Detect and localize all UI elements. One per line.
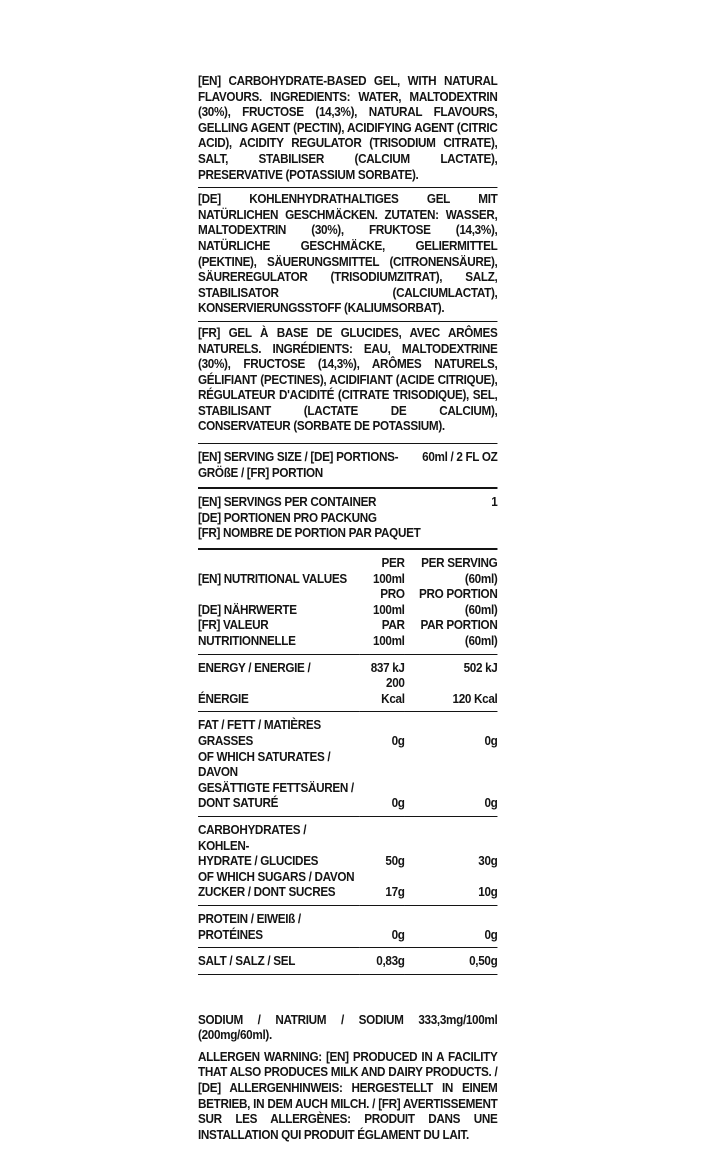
fat-row: [198, 718, 497, 749]
value-per-serving: [405, 823, 498, 854]
ingredients-en: [EN] CARBOHYDRATE-BASED GEL, WITH NATURAL FLAVOURS. INGREDIENTS: WATER, MALTODEXTRIN (30%), FRUCTOSE (14,3%), NATURAL FLAVOURS, GELLING AGENT (PECTIN), ACIDIFYING AGENT (CITRIC ACID), ACIDITY REGULATOR (TRISODIUM CITRATE), SALT, STABILISER (CALCIUM LACTATE), PRESERVATIVE (POTASSIUM SORBATE).: [198, 74, 497, 188]
carbohydrates-row: [198, 854, 497, 870]
allergen-warning: ALLERGEN WARNING: [EN] PRODUCED IN A FACILITY THAT ALSO PRODUCES MILK AND DAIRY PRODUCTS. / [DE] ALLERGENHINWEIS: HERGESTELLT IN EINEM BETRIEB, IN DEM AUCH MILCH. / [FR] AVERTISSEMENT SUR LES ALLERGÈNES: PRODUIT DANS UNE INSTALLATION QUI PRODUIT ÉGLAMENT DU LAIT.: [198, 1049, 498, 1142]
serving-size-label-line: [EN] SERVING SIZE / [DE] PORTIONS-: [198, 450, 399, 465]
value-per-100ml: 0g: [391, 796, 405, 811]
nutrient-name: OF WHICH SATURATES / DAVON: [198, 749, 331, 780]
nutrient-name: ENERGY / ENERGIE /: [198, 660, 311, 675]
value-per-100ml: 0,83g: [376, 954, 405, 969]
footer: [198, 1013, 497, 1144]
protein-row: [198, 912, 497, 943]
nutrient-name: [DE] NÄHRWERTE: [198, 602, 297, 617]
carbohydrates-row: [198, 823, 497, 854]
sodium-note: SODIUM / NATRIUM / SODIUM 333,3mg/100ml (200mg/60ml).: [198, 1012, 498, 1043]
row-divider: [198, 970, 497, 975]
value-per-100ml: 17g: [385, 885, 405, 900]
value-per-serving: 0,50g: [469, 954, 498, 969]
value-per-serving: 30g: [478, 854, 498, 869]
nutrient-name: CARBOHYDRATES / KOHLEN-: [198, 822, 307, 853]
servings-label-line: [DE] PORTIONEN PRO PACKUNG: [198, 510, 377, 525]
value-per-serving: PRO PORTION (60ml): [419, 587, 498, 617]
energy-row: [198, 676, 497, 707]
energy-row: [198, 661, 497, 677]
serving-size-label: [198, 450, 398, 481]
serving-size-label-line: GRÖßE / [FR] PORTION: [198, 465, 323, 480]
nutrition-header-row: [198, 587, 497, 618]
value-per-100ml: 200 Kcal: [381, 676, 405, 706]
value-per-serving: 0g: [484, 733, 498, 748]
nutrient-name: PROTEIN / EIWEIß / PROTÉINES: [198, 911, 301, 942]
nutrition-label: [198, 74, 497, 1149]
value-per-serving: 120 Kcal: [452, 691, 498, 706]
nutrient-name: FAT / FETT / MATIÈRES GRASSES: [198, 718, 321, 748]
value-per-100ml: 837 kJ: [370, 660, 405, 675]
nutrient-name: ZUCKER / DONT SUCRES: [198, 885, 336, 900]
value-per-100ml: PRO 100ml: [373, 587, 405, 617]
nutrient-name: ÉNERGIE: [198, 691, 249, 706]
ingredients-fr: [FR] GEL À BASE DE GLUCIDES, AVEC ARÔMES NATURELS. INGRÉDIENTS: EAU, MALTODEXTRINE (30%), FRUCTOSE (14,3%), ARÔMES NATURELS, GÉLIFIANT (PECTINES), ACIDIFIANT (ACIDE CITRIQUE), RÉGULATEUR D'ACIDITÉ (CITRATE TRISODIQUE), SEL, STABILISANT (LACTATE DE CALCIUM), CONSERVATEUR (SORBATE DE POTASSIUM).: [198, 325, 498, 434]
nutrient-name: OF WHICH SUGARS / DAVON: [198, 869, 355, 884]
value-per-serving: 10g: [478, 885, 498, 900]
serving-size-row: [198, 450, 497, 481]
servings-per-container-label: [198, 495, 420, 542]
divider-thick: [198, 487, 497, 489]
serving-size-value: 60ml / 2 FL OZ: [422, 450, 498, 465]
value-per-serving: PER SERVING (60ml): [421, 556, 498, 586]
nutrient-name: HYDRATE / GLUCIDES: [198, 854, 319, 869]
value-per-serving: 502 kJ: [463, 660, 498, 675]
carbohydrates-row: [198, 885, 497, 901]
servings-per-container-row: [198, 495, 497, 542]
nutrient-name: GESÄTTIGTE FETTSÄUREN /: [198, 780, 354, 795]
value-per-100ml: [360, 750, 405, 781]
nutrition-header-row: [198, 556, 497, 587]
nutrient-name: SALT / SALZ / SEL: [198, 954, 296, 969]
value-per-serving: [405, 750, 498, 781]
servings-label-line: [FR] NOMBRE DE PORTION PAR PAQUET: [198, 526, 421, 541]
nutrient-name: DONT SATURÉ: [198, 796, 279, 811]
salt-row: [198, 954, 497, 970]
fat-row: [198, 750, 497, 781]
value-per-100ml: 0g: [391, 733, 405, 748]
ingredients-de: [DE] KOHLENHYDRATHALTIGES GEL MIT NATÜRLICHEN GESCHMÄCKEN. ZUTATEN: WASSER, MALTODEXTRIN (30%), FRUKTOSE (14,3%), NATÜRLICHE GESCHMÄCKE, GELIERMITTEL (PEKTINE), SÄUERUNGSMITTEL (CITRONENSÄURE), SÄUREREGULATOR (TRISODIUMZITRAT), SALZ, STABILISATOR (CALCIUMLACTAT), KONSERVIERUNGSSTOFF (KALIUMSORBAT).: [198, 192, 497, 322]
value-per-100ml: PER 100ml: [373, 556, 405, 586]
value-per-serving: PAR PORTION (60ml): [420, 618, 498, 648]
value-per-serving: 0g: [484, 927, 498, 942]
nutrition-table: [198, 550, 497, 975]
value-per-100ml: 0g: [391, 927, 405, 942]
nutrient-name: [EN] NUTRITIONAL VALUES: [198, 571, 347, 586]
carbohydrates-row: [198, 870, 497, 886]
nutrition-header-row: [198, 618, 497, 649]
value-per-100ml: [360, 870, 405, 886]
value-per-serving: [405, 781, 498, 797]
value-per-100ml: 50g: [385, 854, 405, 869]
value-per-serving: [405, 870, 498, 886]
value-per-100ml: [360, 823, 405, 854]
divider: [198, 443, 497, 444]
servings-label-line: [EN] SERVINGS PER CONTAINER: [198, 495, 377, 510]
value-per-100ml: [360, 781, 405, 797]
nutrient-name: [FR] VALEUR NUTRITIONNELLE: [198, 618, 296, 648]
value-per-100ml: PAR 100ml: [373, 618, 405, 648]
value-per-serving: 0g: [484, 796, 498, 811]
fat-row: [198, 781, 497, 797]
servings-per-container-value: 1: [491, 495, 498, 510]
fat-row: [198, 796, 497, 812]
